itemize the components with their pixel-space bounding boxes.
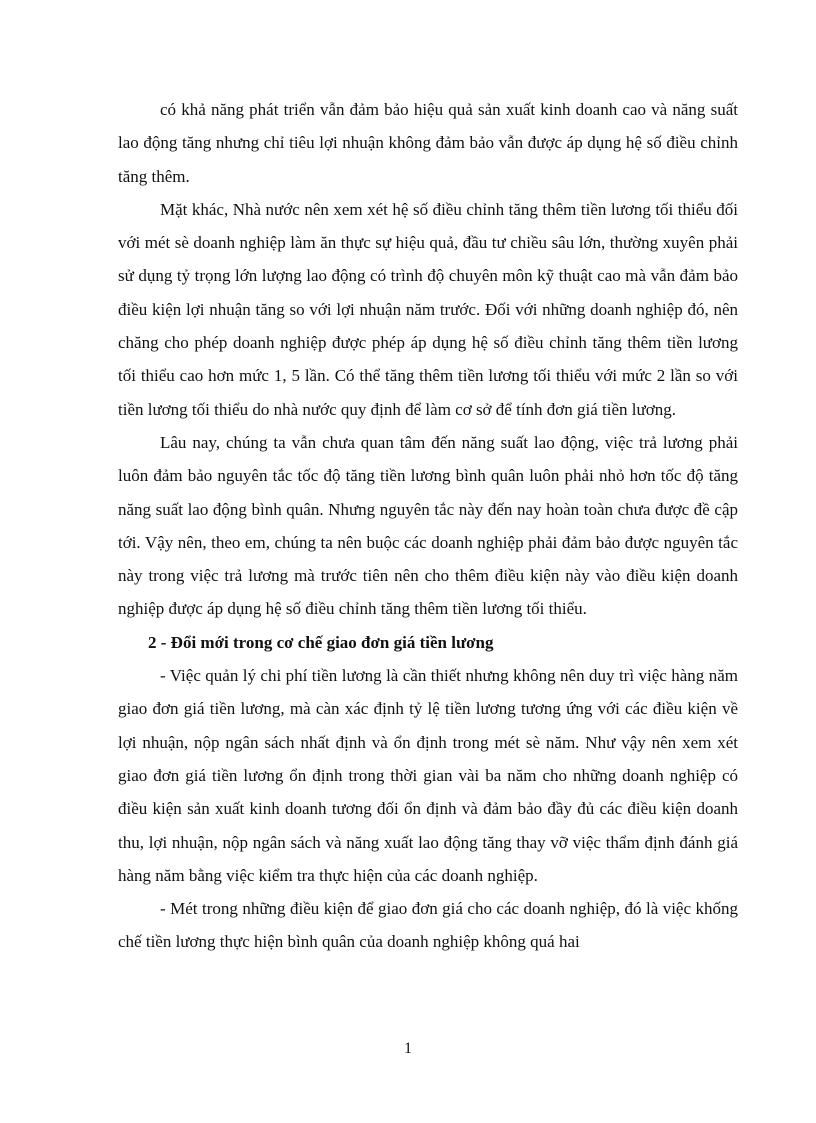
paragraph-adjustment-coefficient: Mặt khác, Nhà nước nên xem xét hệ số điều chỉnh tăng thêm tiền lương tối thiểu đối với mét sè doanh nghiệp làm ăn thực sự hiệu quả, đầu tư chiều sâu lớn, thường xuyên phải sử dụng tỷ trọng lớn lượng lao động có trình độ chuyên môn kỹ thuật cao mà vẫn đảm bảo điều kiện lợi nhuận tăng so với lợi nhuận năm trước. Đối với những doanh nghiệp đó, nên chăng cho phép doanh nghiệp được phép áp dụng hệ số điều chỉnh tăng thêm tiền lương tối thiểu cao hơn mức 1, 5 lần. Có thể tăng thêm tiền lương tối thiểu với mức 2 lần so với tiền lương tối thiểu do nhà nước quy định để làm cơ sở để tính đơn giá tiền lương.: [118, 199, 738, 419]
paragraph-continuation: có khả năng phát triển vẫn đảm bảo hiệu quả sản xuất kinh doanh cao và năng suất lao động tăng nhưng chỉ tiêu lợi nhuận không đảm bảo vẫn được áp dụng hệ số điều chỉnh tăng thêm.: [118, 100, 738, 186]
paragraph-wage-cost-management: - Việc quản lý chi phí tiền lương là cần thiết nhưng không nên duy trì việc hàng năm giao đơn giá tiền lương, mà càn xác định tỷ lệ tiền lương tương ứng với các điều kiện về lợi nhuận, nộp ngân sách nhất định và ổn định trong mét sè năm. Như vậy nên xem xét giao đơn giá tiền lương ổn định trong thời gian vài ba năm cho những doanh nghiệp có điều kiện sản xuất kinh doanh tương đối ổn định và đảm bảo đầy đủ các điều kiện doanh thu, lợi nhuận, nộp ngân sách và năng xuất lao động tăng thay vỡ việc thẩm định đánh giá hàng năm bằng việc kiểm tra thực hiện của các doanh nghiệp.: [118, 666, 738, 885]
paragraph-labor-productivity: Lâu nay, chúng ta vẫn chưa quan tâm đến năng suất lao động, việc trả lương phải luôn đảm bảo nguyên tắc tốc độ tăng tiền lương bình quân luôn phải nhỏ hơn tốc độ tăng năng suất lao động bình quân. Nhưng nguyên tắc này đến nay hoàn toàn chưa được đề cập tới. Vậy nên, theo em, chúng ta nên buộc các doanh nghiệp phải đảm bảo được nguyên tắc này trong việc trả lương mà trước tiên nên cho thêm điều kiện này vào điều kiện doanh nghiệp được áp dụng hệ số điều chỉnh tăng thêm tiền lương tối thiểu.: [118, 432, 738, 619]
paragraph-unit-price-conditions: - Mét trong những điều kiện để giao đơn giá cho các doanh nghiệp, đó là việc khống chế tiền lương thực hiện bình quân của doanh nghiệp không quá hai: [118, 899, 738, 952]
document-body: [118, 93, 738, 959]
section-heading: 2 - Đổi mới trong cơ chế giao đơn giá tiền lương: [148, 632, 494, 652]
page-number: 1: [404, 1040, 412, 1057]
